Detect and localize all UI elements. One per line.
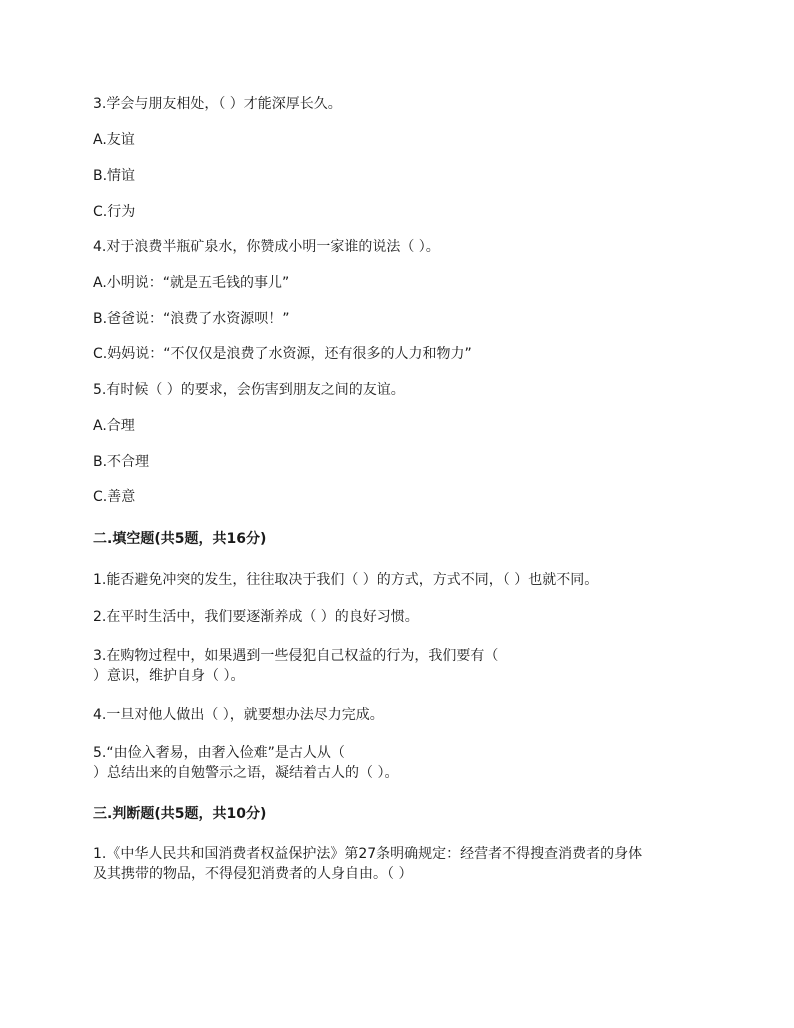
q5-stem: 5.有时候（ ）的要求，会伤害到朋友之间的友谊。 — [93, 382, 405, 398]
fill-q2: 2.在平时生活中，我们要逐渐养成（ ）的良好习惯。 — [93, 609, 419, 625]
q4-stem: 4.对于浪费半瓶矿泉水，你赞成小明一家谁的说法（ ）。 — [93, 239, 440, 255]
fill-q4: 4.一旦对他人做出（ ），就要想办法尽力完成。 — [93, 707, 384, 723]
judge-q1-line1: 1.《中华人民共和国消费者权益保护法》第27条明确规定：经营者不得搜查消费者的身体 — [93, 846, 643, 862]
q4-option-c: C.妈妈说：“不仅仅是浪费了水资源，还有很多的人力和物力” — [93, 346, 472, 362]
q3-stem: 3.学会与朋友相处，（ ）才能深厚长久。 — [93, 96, 342, 112]
fill-q3-line1: 3.在购物过程中，如果遇到一些侵犯自己权益的行为，我们要有（ — [93, 648, 499, 664]
q5-option-c: C.善意 — [93, 489, 136, 505]
fill-q3-line2: ）意识，维护自身（ ）。 — [93, 668, 245, 684]
section-judgement-heading: 三.判断题(共5题，共10分) — [93, 806, 267, 822]
fill-q5-line1: 5.“由俭入奢易，由奢入俭难”是古人从（ — [93, 745, 345, 761]
q3-option-c: C.行为 — [93, 204, 136, 220]
q5-option-b: B.不合理 — [93, 454, 150, 470]
q5-option-a: A.合理 — [93, 418, 135, 434]
judge-q1-line2: 及其携带的物品，不得侵犯消费者的人身自由。（ ） — [93, 866, 413, 882]
q3-option-b: B.情谊 — [93, 168, 136, 184]
q4-option-b: B.爸爸说：“浪费了水资源呗！” — [93, 311, 290, 327]
section-fill-blank-heading: 二.填空题(共5题，共16分) — [93, 531, 267, 547]
fill-q5-line2: ）总结出来的自勉警示之语，凝结着古人的（ ）。 — [93, 765, 399, 781]
q4-option-a: A.小明说：“就是五毛钱的事儿” — [93, 275, 290, 291]
fill-q1: 1.能否避免冲突的发生，往往取决于我们（ ）的方式，方式不同，（ ）也就不同。 — [93, 572, 599, 588]
q3-option-a: A.友谊 — [93, 132, 135, 148]
